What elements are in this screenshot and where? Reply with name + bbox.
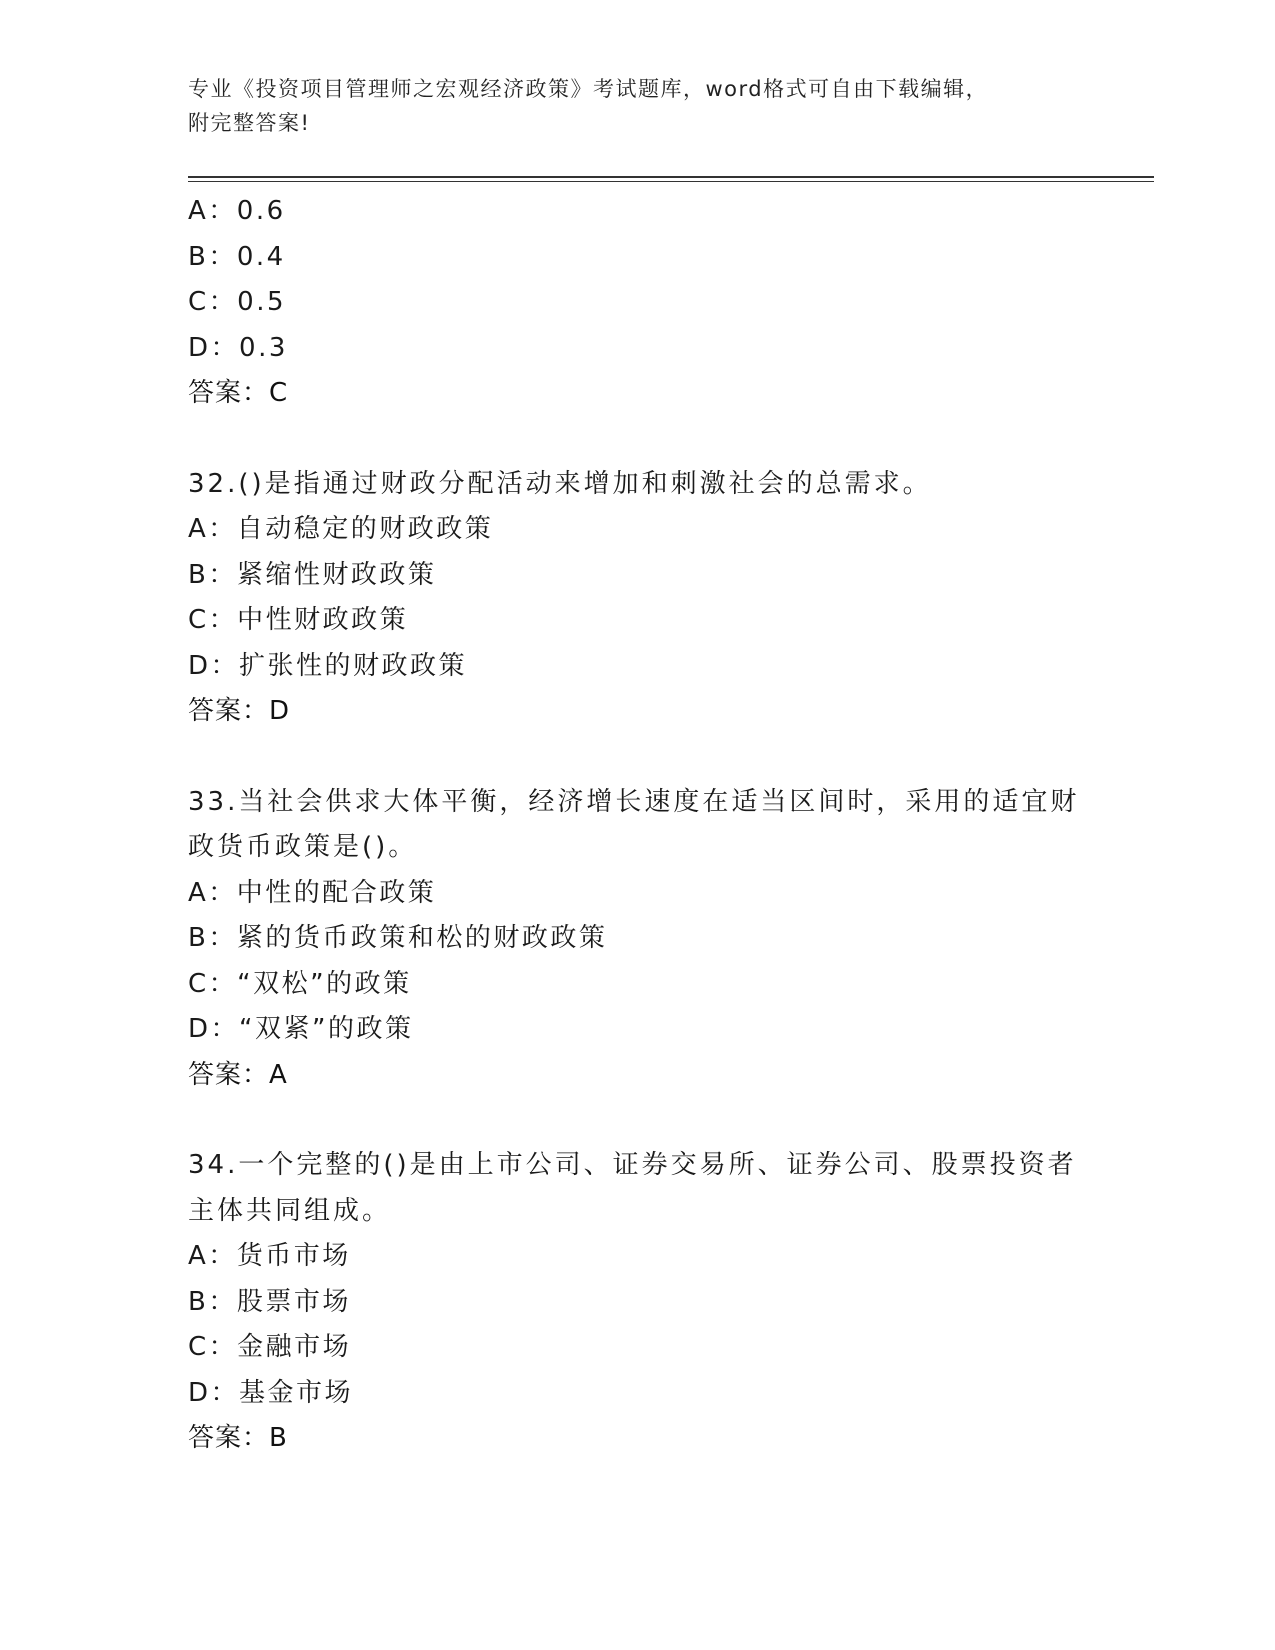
spacer (188, 1098, 1088, 1143)
option-a: A：货币市场 (188, 1241, 351, 1271)
option-b: B：股票市场 (188, 1286, 351, 1317)
answer-line: 答案：D (188, 696, 291, 726)
option-a: A：0.6 (188, 196, 286, 226)
document-header (188, 72, 1068, 140)
question-text-line-1: 33.当社会供求大体平衡，经济增长速度在适当区间时，采用的适宜财 (188, 786, 1080, 817)
header-divider-thick (188, 176, 1154, 178)
header-divider-thin (188, 181, 1154, 182)
option-d: D：扩张性的财政政策 (188, 650, 468, 681)
question-text-line-2: 主体共同组成。 (188, 1195, 392, 1226)
answer-line: 答案：A (188, 1059, 288, 1090)
question-block-31 (188, 189, 1088, 417)
option-a: A：中性的配合政策 (188, 877, 437, 908)
header-line-2: 附完整答案! (188, 111, 311, 135)
option-c: C：中性财政政策 (188, 605, 409, 635)
spacer (188, 417, 1088, 462)
spacer (188, 735, 1088, 780)
option-a: A：自动稳定的财政政策 (188, 514, 494, 544)
option-d: D：0.3 (188, 332, 288, 363)
question-text: 32.()是指通过财政分配活动来增加和刺激社会的总需求。 (188, 468, 932, 499)
option-c: C：金融市场 (188, 1332, 352, 1362)
option-d: D：“双紧”的政策 (188, 1014, 414, 1044)
question-text-line-2: 政货币政策是()。 (188, 832, 418, 862)
option-b: B：紧缩性财政政策 (188, 559, 437, 590)
question-text-line-1: 34.一个完整的()是由上市公司、证券交易所、证券公司、股票投资者 (188, 1150, 1077, 1180)
option-d: D：基金市场 (188, 1377, 354, 1408)
question-block-32 (188, 462, 1088, 735)
option-b: B：紧的货币政策和松的财政政策 (188, 923, 608, 953)
question-block-33 (188, 780, 1088, 1099)
question-list (188, 189, 1088, 1462)
header-line-1: 专业《投资项目管理师之宏观经济政策》考试题库，word格式可自由下载编辑， (188, 77, 989, 101)
answer-line: 答案：C (188, 378, 289, 408)
question-block-34 (188, 1143, 1088, 1462)
answer-line: 答案：B (188, 1423, 288, 1453)
option-c: C：0.5 (188, 287, 287, 317)
option-b: B：0.4 (188, 241, 286, 272)
option-c: C：“双松”的政策 (188, 968, 412, 999)
